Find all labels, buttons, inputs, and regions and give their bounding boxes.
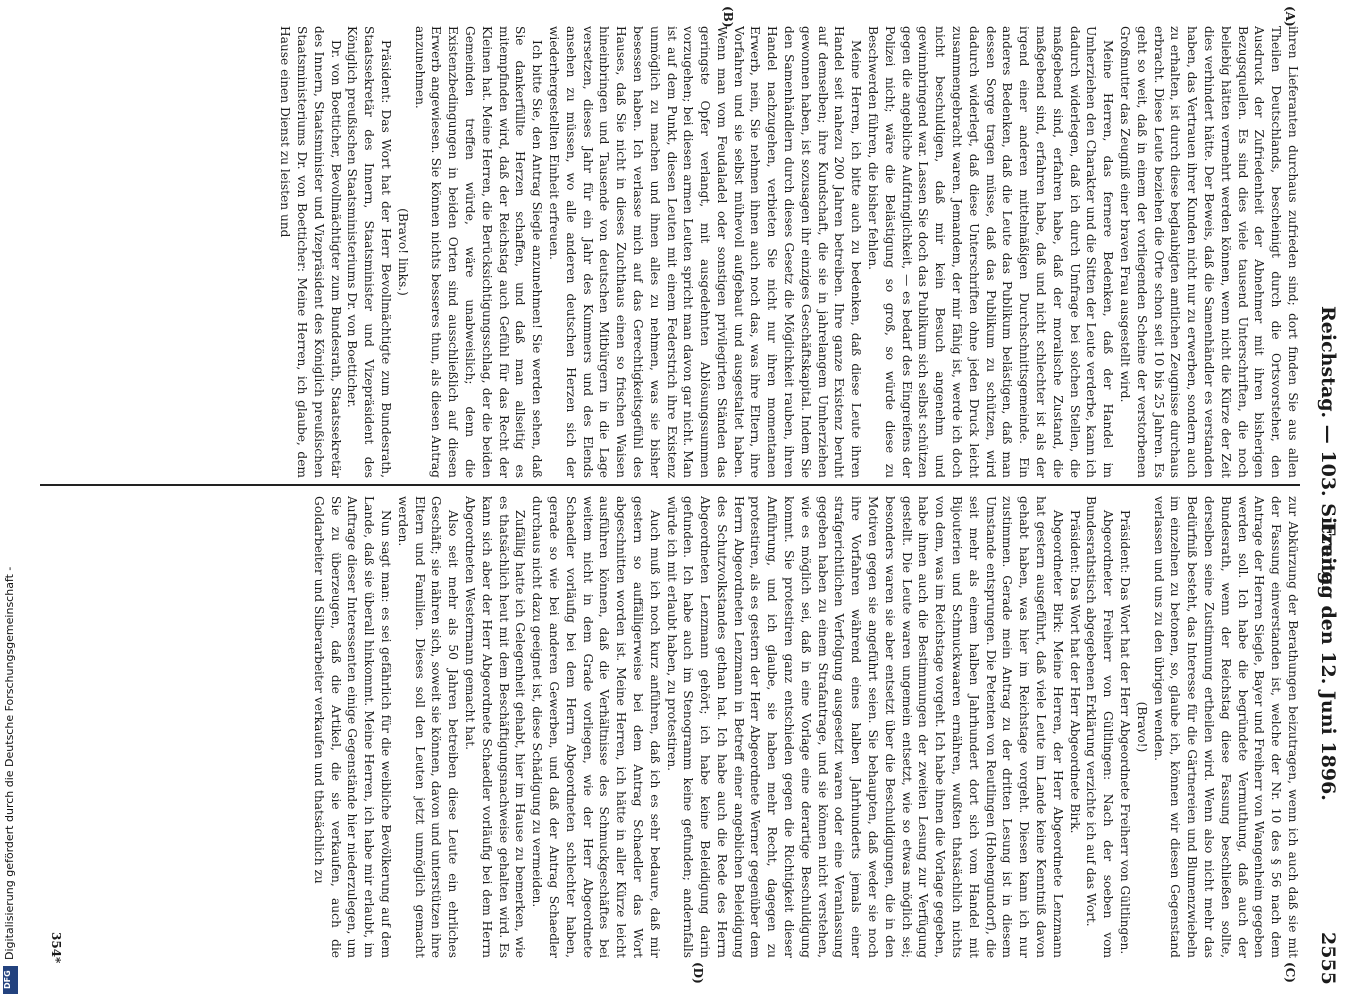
- credit-line: Digitalisierung gefördert durch die Deutsche Forschungsgemeinschaft -: [3, 566, 16, 960]
- top-header: Reichstag. — 103. Sitzung.: [1317, 306, 1339, 592]
- bottom-half: [40, 492, 1345, 992]
- top-p1: ihren Lieferanten durchaus zufrieden sind; dort finden Sie aus allen Theilen Deutschlands, bescheinigt durch die Ortsvorsteher, den Ausdruck der Zufriedenheit der Abnehmer mit ihren bisherigen Bezugsquellen. Es sind dies viele tausend Unterschriften, die noch beliebig hätten vermehrt werden können, wenn nicht die Kürze der Zeit dies verhindert hätte. Der Beweis, daß die Samenhändler es verstanden haben, das Vertrauen ihrer Kunden nicht nur zu erwerben, sondern auch zu erhalten, ist durch diese beglaubigten amtlichen Zeugnisse durchaus erbracht. Diese Leute beziehen die Orte schon seit 10 bis 25 Jahren. Es geht so weit, daß in einem der vorliegenden Scheine der verstorbenen Großmutter das Zeugniß einer braven Frau ausgestellt wird.: [1118, 26, 1300, 478]
- footer-signature: 354*: [49, 932, 63, 964]
- top-mark-a: (A): [1283, 6, 1297, 27]
- bottom-page-number: 2555: [1317, 932, 1339, 985]
- bottom-mark-d: (D): [691, 962, 705, 984]
- column-divider: [40, 484, 1300, 486]
- top-column-text: [46, 26, 1301, 478]
- bottom-column-text: [71, 496, 1301, 958]
- top-half: [40, 6, 1345, 592]
- bottom-bravo: (Bravo!): [1134, 701, 1149, 753]
- bottom-p4: Präsident: Das Wort hat der Herr Abgeordnete Birk.: [1067, 510, 1082, 834]
- bottom-header: Freitag den 12. Juni 1896.: [1317, 522, 1339, 801]
- top-p3: Meine Herren, ich bitte auch zu bedenken, daß diese Leute ihren Handel seit nahezu 200 Jahren betreiben. Ihre ganze Existenz beruht auf demselben; ihre Kundschaft, die sie in jahrelangem Umherziehen gewonnen haben, ist sozusagen ihr einziges Geschäftskapital. Indem Sie den Samenhändlern durch dieses Gesetz die Möglichkeit rauben, ihren Handel nachzugehen, verbieten Sie nicht nur ihren momentanen Erwerb, nein, Sie nehmen ihnen auch noch das, was ihre Eltern, ihre Vorfahren und sie selbst mühevoll aufgebaut und ausgestaltet haben. Wenn man vom Feudaladel oder sonstigen privilegirten Ständen das geringste Opfer verlangt, mit ausgedehnten Ablösungssummen vorzugehen; bei diesen armen Leuten spricht man davon gar nicht. Man ist auf dem Punkt, diesen Leuten mit einem Federstrich ihre Existenz unmöglich zu machen und ihnen alles zu nehmen, was sie bisher besessen haben. Ich verlasse mich auf das Gerechtigkeitsgefühl des Hauses, daß Sie nicht in dieses Zuchthaus einen so frischen Waisen hineinbringen und Tausende von deutschen Mitbürgern in die Lage versetzen, dieses Jahr für ein Jahr des Kummers und des Elends ansehen zu müssen, wo alle anderen deutschen Herzen sich der wiederhergestellten Einheit erfreuen.: [546, 26, 864, 478]
- bottom-p2: Präsident: Das Wort hat der Herr Abgeordnete Freiherr von Gültlingen.: [1118, 510, 1133, 955]
- bottom-mark-c: (C): [1283, 962, 1297, 983]
- top-p2: Meine Herren, das fernere Bedenken, daß der Handel im Umherziehen den Charakter und die Sitten der Leute verderbe, kann ich dadurch widerlegen, daß ich durch Umfrage bei solchen Stellen, die maßgebend sind, erfahren habe, daß der moralische Zustand, die maßgebend sind, erfahren habe, daß und nicht schlechter ist als der irgend einer anderen mittelmäßigen Durchschnittsgemeinde. Ein anderes Bedenken, daß die Leute das Publikum belästigen, daß man dessen Sorge tragen müsse, daß das Publikum zu schützen, wird dadurch widerlegt, daß diese Unterschriften ohne jeden Druck leicht zusammengebracht waren. Jemandem, der mir fähig ist, werde ich doch nicht beschuldigen, daß mir kein Besuch angenehm und gewinnbringend war. Lassen Sie doch das Publikum sich selbst schützen gegen die angebliche Aufdringlichkeit, — es bedarf des Eingreifens der Polizei nicht; wäre die Belästigung so groß, so würde diese zu Beschwerden führen, die bisher fehlen.: [866, 26, 1116, 478]
- bottom-p9: Nun sagt man: es sei gefährlich für die weibliche Bevölkerung auf dem Lande, daß sie überall hinkommt. Meine Herren, ich habe mir erlaubt, im Auftrage dieser Interessenten einige Gegenstände hier niederzulegen, um Sie zu überzeugen, daß die Artikel, die sie verkaufen, auch die Goldarbeiter und Silberarbeiter verkaufen und thatsächlich zu: [311, 496, 393, 958]
- bottom-p5: Abgeordneter Birk: Meine Herren, der Herr Abgeordnete Lenzmann hat gestern ausgeführt, daß viele Leute im Lande keine Kenntniß davon gehabt haben, was hier im Reichstage vorgeht. Diesen kann ich nur zustimmen. Gerade mein Antrag zu der dritten Lesung ist in diesem Umstande entsprungen. Die Petenten von Reutlingen (Hohengundorf), die seit mehr als einem halben Jahrhundert dort sich vom Handel mit Bijouterien und Schmuckwaaren ernähren, wußten thatsächlich nichts von dem, was im Reichstage vorgeht. Ich habe ihnen die Vorlage gegeben, habe ihnen auch die Bestimmungen der zweiten Lesung zur Verfügung gestellt. Die Leute waren ungemein entsetzt, wie so etwas möglich sei; besonders waren sie aber entsetzt über die Beschuldigungen, die in den Motiven gegen sie angeführt seien. Sie behaupten, daß weder sie noch ihre Vorfahren während eines halben Jahrhunderts jemals einer strafgerichtlichen Verfolgung ausgesetzt waren oder eine Veranlassung gegeben haben zu einem Strafantrage, und sie können nicht verstehen, wie es möglich sei, daß in eine Vorlage eine derartige Beschuldigung kommt. Sie protestiren ganz entschieden gegen die Richtigkeit dieser Anführung, und ich glaube, sie haben mehr Recht, dagegen zu protestiren, als es gestern der Herr Abgeordnete Werner gegenüber dem Herrn Abgeordneten Lenzmann in Betreff einer angeblichen Beleidigung des Schutzvolkstandes gethan hat. Ich habe auch die Rede des Herrn Abgeordneten Lenzmann gehört; ich habe keine Beleidigung darin gefunden. Ich habe auch im Stenogramm keine gefunden; andernfalls würde ich mit erlaubt haben, zu protestiren.: [664, 496, 1065, 958]
- top-p4: Ich bitte Sie, den Antrag Siegle anzunehmen! Sie werden sehen, daß Sie dankerfüllte Herzen schaffen, und daß man allseitig es mitempfinden wird, daß der Reichstag auch Gefühl für das Recht der Kleinen hat. Meine Herren, die Berücksichtigungsschlag, der die beiden Gemeinden treffen würde, wäre unabweislich; denn die Existenzbedingungen in beiden Orten sind ausschließlich auf diesen Erwerb angewiesen. Sie können nichts besseres thun, als diesen Antrag anzunehmen.: [412, 26, 545, 478]
- bottom-p1: zur Abkürzung der Berathungen beizutragen, wenn ich auch daß sie mit der Fassung einverstanden ist, welche der Nr. 10 des § 56 nach dem Antrage der Herren Siegle, Bayer und Freiherr von Wangenheim gegeben werden soll. Ich habe die begründete Vermuthung, daß auch der Bundesrath, wenn der Reichstag diese Fassung beschließen sollte, derselben seine Zustimmung ertheilen wird. Wenn also nicht mehr das Bedürfniß besteht, das Interesse für die Gärtnereien und Blumenzwiebeln im einzelnen zu betonen, so, glaube ich, können wir diesen Gegenstand verlassen und uns zu den übrigen wenden.: [1151, 496, 1300, 958]
- top-bravo: (Bravo! links.): [395, 208, 410, 296]
- top-mark-b: (B): [721, 6, 735, 28]
- bottom-p3: Abgeordneter Freiherr von Gültlingen: Nach der soeben vom Bundesrathstisch abgegebenen Erklärung verzichte ich auf das Wort.: [1084, 496, 1116, 958]
- bottom-p8: Also seit mehr als 50 Jahren betreiben diese Leute ein ehrliches Geschäft; sie nähren sich, soweit sie können, davon und unterstützen ihre Eltern und Familien. Dieses soll den Leuten jetzt unmöglich gemacht werden.: [395, 496, 461, 958]
- top-speaker: Dr. von Boetticher, Bevollmächtigter zum Bundesrath, Staatssekretär des Innern, Staatsminister und Vizepräsident des Königlich preußischen Staatsministeriums Dr. von Boetticher: Meine Herren, ich glaube, dem Hause einen Dienst zu leisten und: [278, 26, 343, 478]
- bottom-p6: Auch muß ich noch kurz anführen, daß ich es sehr bedaure, daß mir gestern so auffälligerweise bei dem Antrag Schaedler das Wort abgeschnitten worden ist. Meine Herren, ich hätte in aller Kürze leicht ausführen können, daß die Verhältnisse des Schmuckgeschäftes bei weitem nicht in dem Grade vorliegen, wie der Herr Abgeordnete Schaedler vorläufig bei dem Herrn Abgeordneten schlechter haben, gerade so wie bei anderen Gewerben, und daß der Antrag Schaedler durchaus nicht dazu geeignet ist, diese Schädigung zu vermeiden.: [530, 496, 662, 958]
- dfg-mark: DFG: [3, 966, 18, 994]
- bottom-p7: Zufällig hatte ich Gelegenheit gehabt, hier im Hause zu bemerken, wie es thatsächlich heut mit dem Beschäftigungsnachweise gehalten wird. Es kann sich aber der Herr Abgeordnete Schaedler vorläufig bei dem Herrn Abgeordneten Westermann gemacht hat.: [462, 496, 528, 958]
- top-president: Präsident: Das Wort hat der Herr Bevollmächtigte zum Bundesrath, Staatssekretär des Innern, Staatsminister und Vizepräsident des Königlich preußischen Staatsministeriums Dr. von Boetticher.: [345, 26, 393, 478]
